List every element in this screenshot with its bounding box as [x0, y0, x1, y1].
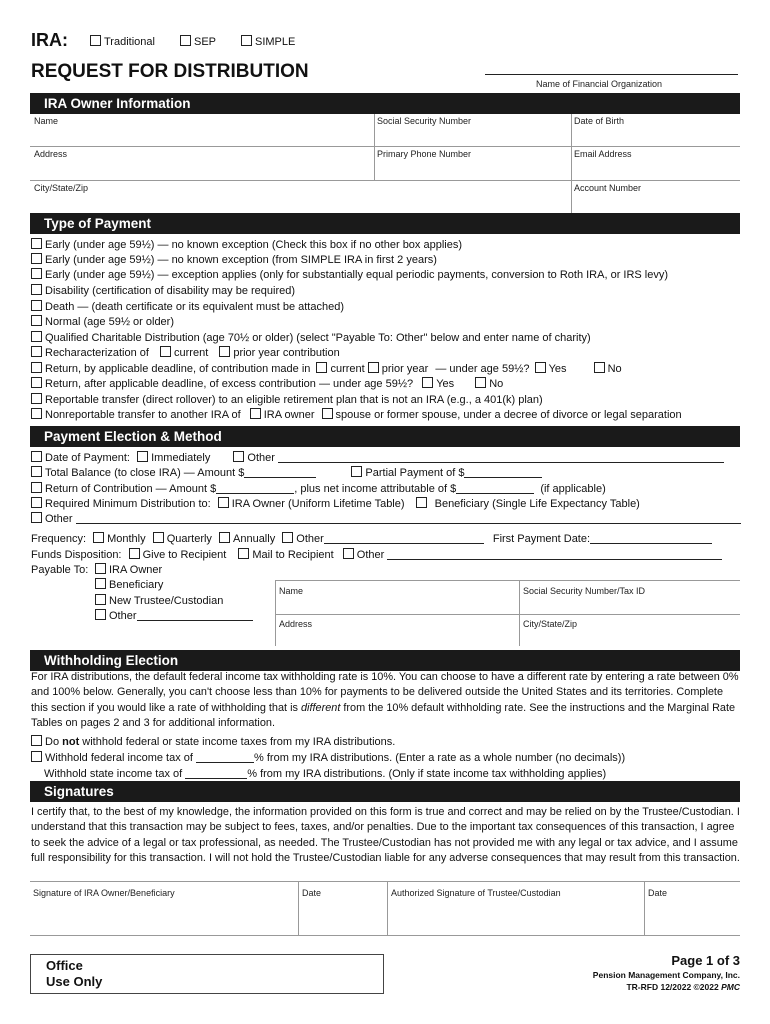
checkbox[interactable]	[93, 532, 104, 543]
type-early-3[interactable]: Early (under age 59½) — exception applies (only for substantially equal periodic payments, conversion to Roth IRA, or IRS levy)	[31, 268, 668, 282]
checkbox[interactable]	[31, 497, 42, 508]
checkbox[interactable]	[475, 377, 486, 388]
checkbox[interactable]	[241, 35, 252, 46]
type-death[interactable]: Death — (death certificate or its equivalent must be attached)	[31, 300, 344, 314]
company-name: Pension Management Company, Inc.	[592, 970, 740, 980]
state-rate-field[interactable]	[185, 768, 247, 779]
owner-section-header: IRA Owner Information	[30, 93, 740, 114]
checkbox[interactable]	[95, 609, 106, 620]
checkbox[interactable]	[31, 315, 42, 326]
checkbox[interactable]	[238, 548, 249, 559]
checkbox[interactable]	[219, 532, 230, 543]
date-other-field[interactable]	[278, 452, 724, 463]
checkbox[interactable]	[233, 451, 244, 462]
checkbox[interactable]	[316, 362, 327, 373]
return-amount-field[interactable]	[216, 483, 294, 494]
checkbox[interactable]	[416, 497, 427, 508]
total-amount-field[interactable]	[244, 467, 316, 478]
type-disability[interactable]: Disability (certification of disability may be required)	[31, 284, 295, 298]
type-nonreportable-transfer[interactable]: Nonreportable transfer to another IRA of IRA owner spouse or former spouse, under a decree of divorce or legal separation	[31, 408, 682, 422]
checkbox[interactable]	[31, 482, 42, 493]
checkbox[interactable]	[218, 497, 229, 508]
frequency-row: Frequency: Monthly Quarterly Annually Other First Payment Date:	[31, 532, 712, 546]
checkbox[interactable]	[535, 362, 546, 373]
checkbox[interactable]	[31, 751, 42, 762]
checkbox[interactable]	[95, 594, 106, 605]
type-normal[interactable]: Normal (age 59½ or older)	[31, 315, 174, 329]
checkbox[interactable]	[282, 532, 293, 543]
type-early-2[interactable]: Early (under age 59½) — no known exception (from SIMPLE IRA in first 2 years)	[31, 253, 437, 267]
checkbox[interactable]	[31, 377, 42, 388]
first-payment-date-field[interactable]	[590, 533, 712, 544]
payee-city-label: City/State/Zip	[523, 619, 578, 629]
withholding-section-header: Withholding Election	[30, 650, 740, 671]
checkbox[interactable]	[129, 548, 140, 559]
checkbox[interactable]	[31, 466, 42, 477]
checkbox[interactable]	[31, 284, 42, 295]
ira-type-simple[interactable]: SIMPLE	[241, 35, 295, 48]
election-other-field[interactable]	[76, 513, 741, 524]
payee-name-label: Name	[279, 586, 304, 596]
page-title: REQUEST FOR DISTRIBUTION	[31, 61, 309, 82]
total-balance-row: Total Balance (to close IRA) — Amount $ Partial Payment of $	[31, 466, 542, 480]
checkbox[interactable]	[153, 532, 164, 543]
checkbox[interactable]	[351, 466, 362, 477]
signatures-section-header: Signatures	[30, 781, 740, 802]
return-contribution-row: Return of Contribution — Amount $ , plus net income attributable of $ (if applicable)	[31, 482, 606, 496]
payable-other[interactable]: Other	[95, 609, 253, 623]
owner-phone-label: Primary Phone Number	[377, 149, 472, 159]
ira-label: IRA:	[31, 30, 68, 50]
use-only-label: Use Only	[46, 974, 103, 989]
checkbox[interactable]	[160, 346, 171, 357]
checkbox[interactable]	[594, 362, 605, 373]
checkbox[interactable]	[219, 346, 230, 357]
owner-dob-label: Date of Birth	[574, 116, 625, 126]
election-other-row: Other	[31, 512, 741, 526]
owner-signature-field[interactable]	[30, 900, 298, 934]
payable-beneficiary[interactable]: Beneficiary	[95, 578, 163, 592]
office-label: Office	[46, 958, 83, 973]
checkbox[interactable]	[95, 578, 106, 589]
form-id: TR-RFD 12/2022 ©2022 PMC	[626, 982, 740, 992]
owner-signature-label: Signature of IRA Owner/Beneficiary	[33, 888, 175, 898]
payee-address-label: Address	[279, 619, 313, 629]
federal-withhold-row[interactable]: Withhold federal income tax of % from my IRA distributions. (Enter a rate as a whole number (no decimals))	[31, 751, 625, 765]
do-not-withhold-row[interactable]: Do not withhold federal or state income taxes from my IRA distributions.	[31, 735, 395, 749]
frequency-other-field[interactable]	[324, 533, 484, 544]
owner-date-label: Date	[302, 888, 322, 898]
date-of-payment-row: Date of Payment: Immediately Other	[31, 451, 724, 465]
owner-account-label: Account Number	[574, 183, 642, 193]
checkbox[interactable]	[31, 512, 42, 523]
type-early-1[interactable]: Early (under age 59½) — no known exception (Check this box if no other box applies)	[31, 238, 462, 252]
owner-email-label: Email Address	[574, 149, 632, 159]
type-recharacterization[interactable]: Recharacterization of current prior year contribution	[31, 346, 340, 360]
type-return-after-deadline[interactable]: Return, after applicable deadline, of excess contribution — under age 59½? Yes No	[31, 377, 503, 391]
checkbox[interactable]	[31, 451, 42, 462]
payable-to-label: Payable To:	[31, 564, 89, 576]
type-return-by-deadline[interactable]: Return, by applicable deadline, of contribution made in current prior year — under age 59½? Yes No	[31, 362, 622, 376]
checkbox[interactable]	[90, 35, 101, 46]
state-withhold-row: Withhold state income tax of % from my IRA distributions. (Only if state income tax withholding applies)	[44, 768, 607, 780]
checkbox[interactable]	[250, 408, 261, 419]
certification-text: I certify that, to the best of my knowledge, the information provided on this form is true and correct and may be relied on by the Trustee/Custodian. I understand that this transaction may be subject to fees, taxes, and/or penalties. Due to the important tax consequences of this transaction, I agree to seek the advice of a legal or tax professional, as needed. The Trustee/Custodian has not provided me with any legal or tax advice, and I assume full responsibility for this transaction. I will not hold the Trustee/Custodian liable for any adverse consequences that may result from this transaction.	[31, 806, 740, 864]
checkbox[interactable]	[31, 362, 42, 373]
checkbox[interactable]	[95, 563, 106, 574]
payable-other-field[interactable]	[137, 610, 253, 621]
checkbox[interactable]	[31, 238, 42, 249]
ira-type-sep[interactable]: SEP	[180, 35, 216, 48]
checkbox[interactable]	[31, 300, 42, 311]
rmd-row: Required Minimum Distribution to: IRA Owner (Uniform Lifetime Table) Beneficiary (Single Life Expectancy Table)	[31, 497, 640, 511]
checkbox[interactable]	[422, 377, 433, 388]
ira-type-traditional[interactable]: Traditional	[90, 35, 155, 48]
trustee-signature-field[interactable]	[388, 900, 644, 934]
checkbox[interactable]	[137, 451, 148, 462]
financial-org-label: Name of Financial Organization	[536, 79, 663, 89]
payable-ira-owner[interactable]: IRA Owner	[95, 563, 162, 577]
checkbox[interactable]	[322, 408, 333, 419]
checkbox[interactable]	[31, 253, 42, 264]
owner-address-label: Address	[34, 149, 68, 159]
checkbox[interactable]	[31, 331, 42, 342]
owner-name-label: Name	[34, 116, 59, 126]
payable-new-trustee[interactable]: New Trustee/Custodian	[95, 594, 223, 608]
office-use-box	[30, 954, 384, 994]
funds-other-field[interactable]	[387, 549, 722, 560]
payee-ssn-label: Social Security Number/Tax ID	[523, 586, 646, 596]
checkbox[interactable]	[180, 35, 191, 46]
checkbox[interactable]	[343, 548, 354, 559]
checkbox[interactable]	[31, 735, 42, 746]
federal-rate-field[interactable]	[196, 752, 254, 763]
financial-org-field[interactable]	[485, 74, 738, 75]
type-qcd[interactable]: Qualified Charitable Distribution (age 70½ or older) (select "Payable To: Other" below and enter name of charity)	[31, 331, 591, 345]
withholding-paragraph: For IRA distributions, the default federal income tax withholding rate is 10%. You can choose to have a different rate by entering a rate between 0% and 100% below. Generally, you can't choose less than 10% for payments to be delivered outside the United States and its territories. Complete this section if you would like a rate of withholding that is different from the 10% default withholding rate. See the instructions and the Marginal Rate Tables on pages 2 and 3 for additional information.	[31, 671, 739, 729]
checkbox[interactable]	[31, 408, 42, 419]
owner-city-label: City/State/Zip	[34, 183, 89, 193]
owner-ssn-label: Social Security Number	[377, 116, 472, 126]
funds-disposition-row: Funds Disposition: Give to Recipient Mail to Recipient Other	[31, 548, 722, 562]
type-reportable-transfer[interactable]: Reportable transfer (direct rollover) to an eligible retirement plan that is not an IRA (e.g., a 401(k) plan)	[31, 393, 543, 407]
trustee-signature-label: Authorized Signature of Trustee/Custodian	[391, 888, 561, 898]
payment-type-section-header: Type of Payment	[30, 213, 740, 234]
net-income-field[interactable]	[456, 483, 534, 494]
checkbox[interactable]	[368, 362, 379, 373]
partial-amount-field[interactable]	[464, 467, 542, 478]
election-section-header: Payment Election & Method	[30, 426, 740, 447]
trustee-date-label: Date	[648, 888, 668, 898]
checkbox[interactable]	[31, 346, 42, 357]
checkbox[interactable]	[31, 268, 42, 279]
page-number: Page 1 of 3	[671, 953, 740, 968]
checkbox[interactable]	[31, 393, 42, 404]
